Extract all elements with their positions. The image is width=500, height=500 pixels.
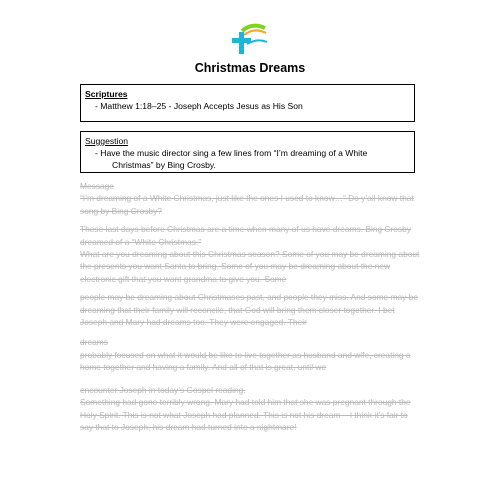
message-paragraph: probably focused on what it would be like to live together as husband and wife, creating a home together and having a family. And all of that is great, until we — [80, 349, 411, 373]
message-heading: Message — [80, 181, 114, 191]
message-paragraph: These last days before Christmas are a time when many of us have dreams. Bing Crosby dreamed of a “White Christmas.” — [80, 224, 411, 247]
logo — [230, 22, 270, 56]
suggestion-item — [85, 147, 410, 171]
scriptures-box — [80, 84, 415, 122]
message-paragraph: “I’m dreaming of a White Christmas, just like the ones I used to know…” Do y’all know that song by Bing Crosby? — [80, 193, 414, 216]
message-paragraph: Something had gone terribly wrong. Mary had told him that she was pregnant through the Holy Spirit. This is not what Joseph had planned. This is not his dream – I think it’s fair to say that to Joseph, his dream had turned into a nightmare! — [80, 397, 411, 432]
scriptures-heading: Scriptures — [85, 89, 128, 99]
message-paragraph: encounter Joseph in today’s Gospel reading. — [80, 384, 246, 395]
message-paragraph: people may be dreaming about Christmases past, and people they miss. And some may be dreaming that their family will reconcile, that God will bring them closer together. I bet Joseph and Mary had dreams too. They were engaged. Their — [80, 292, 418, 328]
suggestion-line-1: - Have the music director sing a few lines from “I’m dreaming of a White — [95, 148, 368, 158]
cross-icon — [230, 22, 270, 56]
scripture-item: - Matthew 1:18–25 - Joseph Accepts Jesus as His Son — [95, 101, 303, 111]
suggestion-box — [80, 131, 415, 173]
message-paragraph: dreams — [80, 337, 108, 348]
message-paragraph: What are you dreaming about this Christmas season? Some of you may be dreaming about the presents you want Santa to bring. Some of you may be dreaming about the new electronic gift that you want grandma to give you. Some — [80, 249, 420, 284]
message-section — [80, 180, 420, 433]
page-title: Christmas Dreams — [194, 61, 306, 75]
suggestion-line-2: Christmas” by Bing Crosby. — [112, 160, 216, 170]
suggestion-heading: Suggestion — [85, 136, 129, 146]
